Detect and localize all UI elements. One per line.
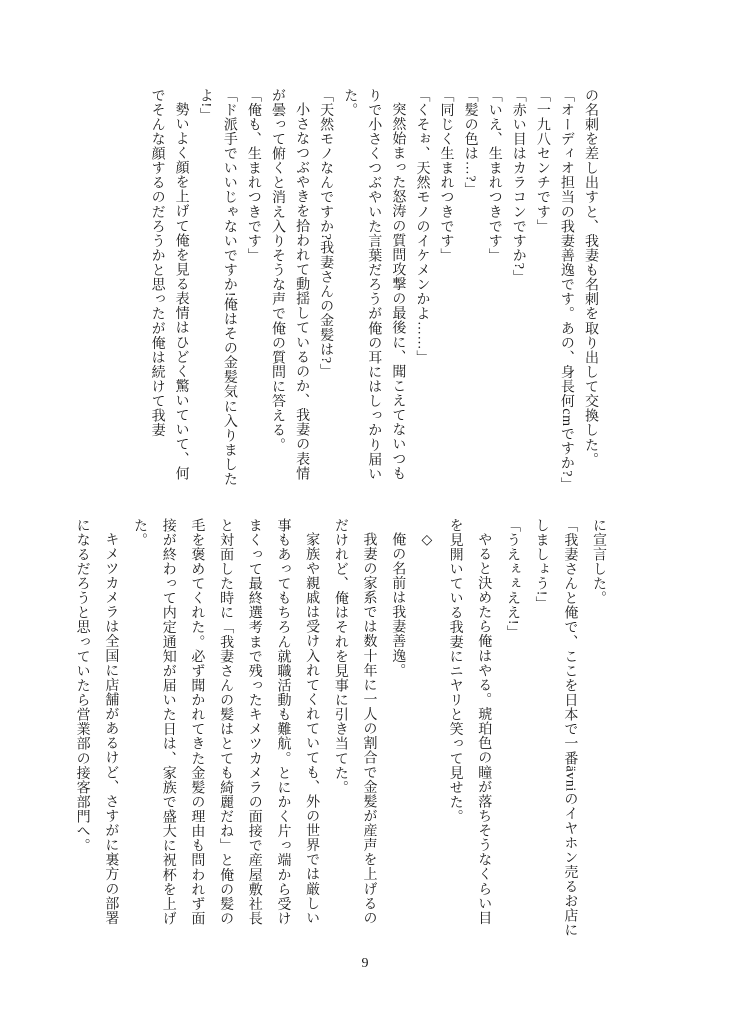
paragraph: 俺の名前は我妻善逸。 <box>390 532 406 678</box>
paragraph: 「くそぉ、天然モノのイケメンかよ……」 <box>414 88 430 365</box>
paragraph: 「赤い目はカラコンですか?」 <box>510 88 526 285</box>
text-section-top <box>145 88 602 490</box>
paragraph: 小さなつぶやきを拾われて動揺しているのか、我妻の表情が曇って俯くと消え入りそうな声で俺の質問に答える。 <box>269 88 310 481</box>
paragraph: 「うえぇぇええ!」 <box>504 518 520 640</box>
page-number: 9 <box>361 956 369 971</box>
paragraph: 「俺も、生まれつきです」 <box>245 88 261 263</box>
paragraph: 家族や親戚は受け入れてくれていても、外の世界では厳しい事もあってもちろん就職活動も難航。とにかく片っ端から受けまくって最終選考まで残ったキメツカメラの面接で産屋敷社長と対面した時に「我妻さんの髪はとても綺麗だね」と俺の髪の毛を褒めてくれた。必ず聞かれてきた金髪の理由も問われず面接が終わって内定通知が届いた日は、家族で盛大に祝杯を上げた。 <box>132 518 320 926</box>
paragraph: の名刺を差し出すと、我妻も名刺を取り出して交換した。 <box>583 88 598 467</box>
text-section-bottom <box>67 518 612 938</box>
paragraph: 「髪の色は…?」 <box>462 88 478 197</box>
section-divider-diamond: ◇ <box>418 532 434 549</box>
paragraph: 「いえ、生まれつきです」 <box>486 88 502 263</box>
paragraph: 「ド派手でいいじゃないですか!俺はその金髪気に入りましたよ!」 <box>197 88 237 487</box>
paragraph: 「オーディオ担当の我妻善逸です。あの、身長何cmですか?」 <box>558 88 574 492</box>
paragraph: キメツカメラは全国に店舗があるけど、さすがに裏方の部署になるだろうと思っていたら営業部の接客部門へ。 <box>74 518 119 926</box>
paragraph: 「天然モノなんですか?我妻さんの金髪は?」 <box>318 88 334 379</box>
paragraph: 突然始まった怒涛の質問攻撃の最後に、聞こえてないつもりで小さくつぶやいた言葉だろうが俺の耳にはしっかり届いた。 <box>342 88 406 482</box>
paragraph: 「我妻さんと俺で、ここを日本で一番ävniのイヤホン売るお店にしましょう!」 <box>533 518 578 938</box>
paragraph: 我妻の家系では数十年に一人の割合で金髪が産声を上げるのだけれど、俺はそれを見事に引き当てた。 <box>332 518 377 926</box>
paragraph: 「同じく生まれつきです」 <box>438 88 454 263</box>
paragraph: 勢いよく顔を上げて俺を見る表情はひどく驚いていて、何でそんな顔するのだろうかと思ったが俺は続けて我妻 <box>149 88 189 481</box>
paragraph: やると決めたら俺はやる。琥珀色の瞳が落ちそうなくらい目を見開いている我妻にニヤリと笑って見せた。 <box>447 518 492 926</box>
paragraph: に宣言した。 <box>591 518 606 606</box>
paragraph: 「一九八センチです」 <box>534 88 550 234</box>
